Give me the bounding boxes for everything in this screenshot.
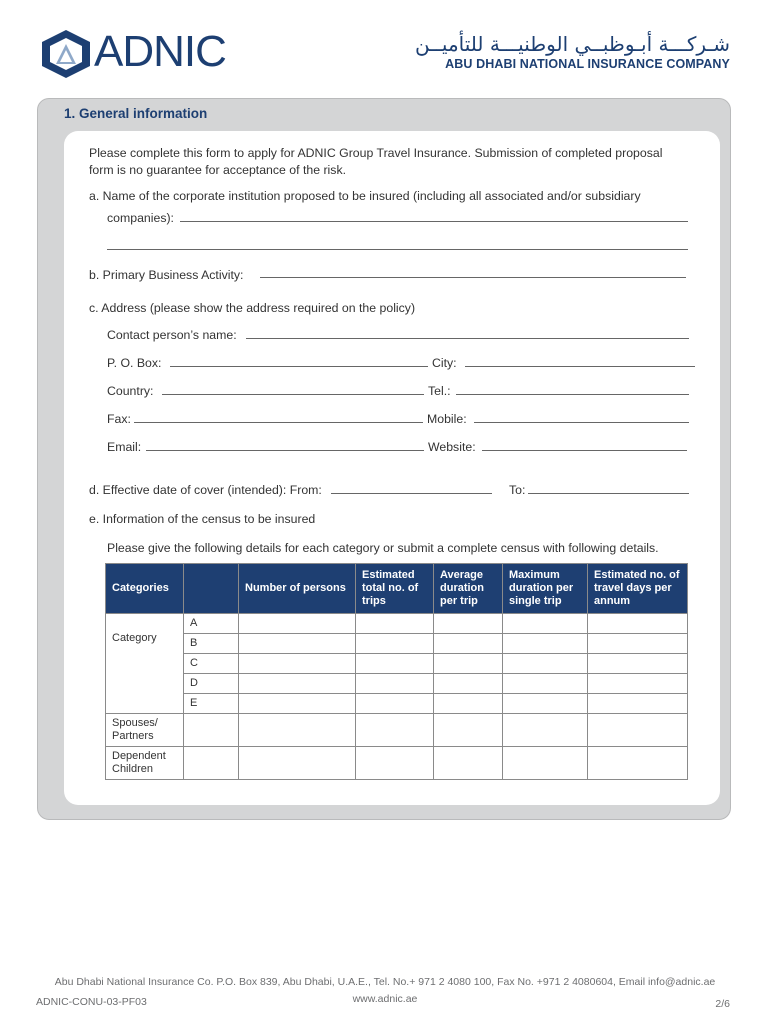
question-d-label: d. Effective date of cover (intended): From: <box>89 483 322 497</box>
city-field[interactable] <box>465 366 695 367</box>
fax-label: Fax: <box>107 412 131 426</box>
question-a-line-1: a. Name of the corporate institution proposed to be insured (including all associated and/or subsidiary <box>89 189 641 203</box>
country-field[interactable] <box>162 394 424 395</box>
table-cell[interactable] <box>434 714 503 747</box>
header-categories: Categories <box>106 564 184 614</box>
subcategory-label: B <box>184 634 239 654</box>
form-code: ADNIC-CONU-03-PF03 <box>36 996 147 1008</box>
census-instructions: Please give the following details for each category or submit a complete census with following details. <box>107 541 659 555</box>
header-average-duration: Average duration per trip <box>434 564 503 614</box>
table-cell[interactable] <box>588 614 688 634</box>
website-field[interactable] <box>482 450 687 451</box>
table-cell[interactable] <box>434 674 503 694</box>
arabic-company-name: شـركـــة أبـوظبــي الوطنيـــة للتأميــن <box>414 32 730 56</box>
table-row <box>106 714 688 747</box>
intro-line-2: form is no guarantee for acceptance of the risk. <box>89 163 347 177</box>
email-label: Email: <box>107 440 142 454</box>
header-travel-days: Estimated no. of travel days per annum <box>588 564 688 614</box>
table-cell[interactable] <box>503 714 588 747</box>
page-number: 2/6 <box>715 998 730 1010</box>
table-cell[interactable] <box>588 634 688 654</box>
table-cell[interactable] <box>239 714 356 747</box>
table-cell[interactable] <box>184 714 239 747</box>
adnic-logo-icon <box>40 28 92 80</box>
spouses-label: Spouses/ Partners <box>106 714 184 747</box>
table-cell[interactable] <box>356 634 434 654</box>
email-field[interactable] <box>146 450 424 451</box>
census-table <box>105 563 688 780</box>
date-to-field[interactable] <box>528 493 689 494</box>
institution-name-field-2[interactable] <box>107 249 688 250</box>
website-label: Website: <box>428 440 476 454</box>
table-cell[interactable] <box>356 654 434 674</box>
table-cell[interactable] <box>588 694 688 714</box>
table-cell[interactable] <box>588 674 688 694</box>
city-label: City: <box>432 356 457 370</box>
footer-address: Abu Dhabi National Insurance Co. P.O. Box 839, Abu Dhabi, U.A.E., Tel. No.+ 971 2 4080 100, Fax No. +971 2 4080604, Email info@adnic.ae <box>54 976 716 988</box>
header-estimated-trips: Estimated total no. of trips <box>356 564 434 614</box>
fax-field[interactable] <box>134 422 423 423</box>
table-cell[interactable] <box>503 694 588 714</box>
table-row <box>106 654 688 674</box>
header-maximum-duration: Maximum duration per single trip <box>503 564 588 614</box>
subcategory-label: C <box>184 654 239 674</box>
table-row <box>106 747 688 780</box>
table-cell[interactable] <box>356 694 434 714</box>
table-cell[interactable] <box>503 674 588 694</box>
table-cell[interactable] <box>434 694 503 714</box>
table-cell[interactable] <box>588 714 688 747</box>
business-activity-field[interactable] <box>260 277 686 278</box>
table-cell[interactable] <box>239 674 356 694</box>
table-cell[interactable] <box>434 614 503 634</box>
table-row <box>106 614 688 634</box>
header-number-of-persons: Number of persons <box>239 564 356 614</box>
table-cell[interactable] <box>356 614 434 634</box>
contact-field[interactable] <box>246 338 689 339</box>
question-a-label: companies): <box>107 211 174 225</box>
date-from-field[interactable] <box>331 493 492 494</box>
table-header-row <box>106 564 688 614</box>
section-title: 1. General information <box>64 106 208 121</box>
tel-label: Tel.: <box>428 384 451 398</box>
mobile-field[interactable] <box>474 422 689 423</box>
table-cell[interactable] <box>503 634 588 654</box>
table-cell[interactable] <box>184 747 239 780</box>
subcategory-label: E <box>184 694 239 714</box>
question-b-label: b. Primary Business Activity: <box>89 268 244 282</box>
table-cell[interactable] <box>588 747 688 780</box>
table-cell[interactable] <box>588 654 688 674</box>
table-cell[interactable] <box>239 634 356 654</box>
mobile-label: Mobile: <box>427 412 467 426</box>
table-row <box>106 694 688 714</box>
table-cell[interactable] <box>356 747 434 780</box>
date-to-label: To: <box>509 483 526 497</box>
category-label: Category <box>106 614 184 714</box>
table-cell[interactable] <box>503 747 588 780</box>
tel-field[interactable] <box>456 394 689 395</box>
table-cell[interactable] <box>503 654 588 674</box>
country-label: Country: <box>107 384 154 398</box>
table-cell[interactable] <box>239 694 356 714</box>
pobox-label: P. O. Box: <box>107 356 162 370</box>
pobox-field[interactable] <box>170 366 428 367</box>
table-cell[interactable] <box>434 634 503 654</box>
table-cell[interactable] <box>239 747 356 780</box>
table-cell[interactable] <box>356 674 434 694</box>
subcategory-label: D <box>184 674 239 694</box>
logo-text: ADNIC <box>94 27 226 76</box>
table-cell[interactable] <box>503 614 588 634</box>
intro-line-1: Please complete this form to apply for ADNIC Group Travel Insurance. Submission of completed proposal <box>89 146 663 160</box>
table-cell[interactable] <box>239 614 356 634</box>
table-cell[interactable] <box>356 714 434 747</box>
table-cell[interactable] <box>434 654 503 674</box>
company-name: ABU DHABI NATIONAL INSURANCE COMPANY <box>445 57 730 71</box>
header-blank <box>184 564 239 614</box>
contact-label: Contact person’s name: <box>107 328 237 342</box>
footer-website: www.adnic.ae <box>352 993 418 1005</box>
dependent-children-label: Dependent Children <box>106 747 184 780</box>
table-row <box>106 674 688 694</box>
subcategory-label: A <box>184 614 239 634</box>
table-row <box>106 634 688 654</box>
table-cell[interactable] <box>239 654 356 674</box>
table-cell[interactable] <box>434 747 503 780</box>
question-e-label: e. Information of the census to be insured <box>89 512 316 526</box>
question-c-label: c. Address (please show the address required on the policy) <box>89 301 416 315</box>
institution-name-field[interactable] <box>180 221 688 222</box>
